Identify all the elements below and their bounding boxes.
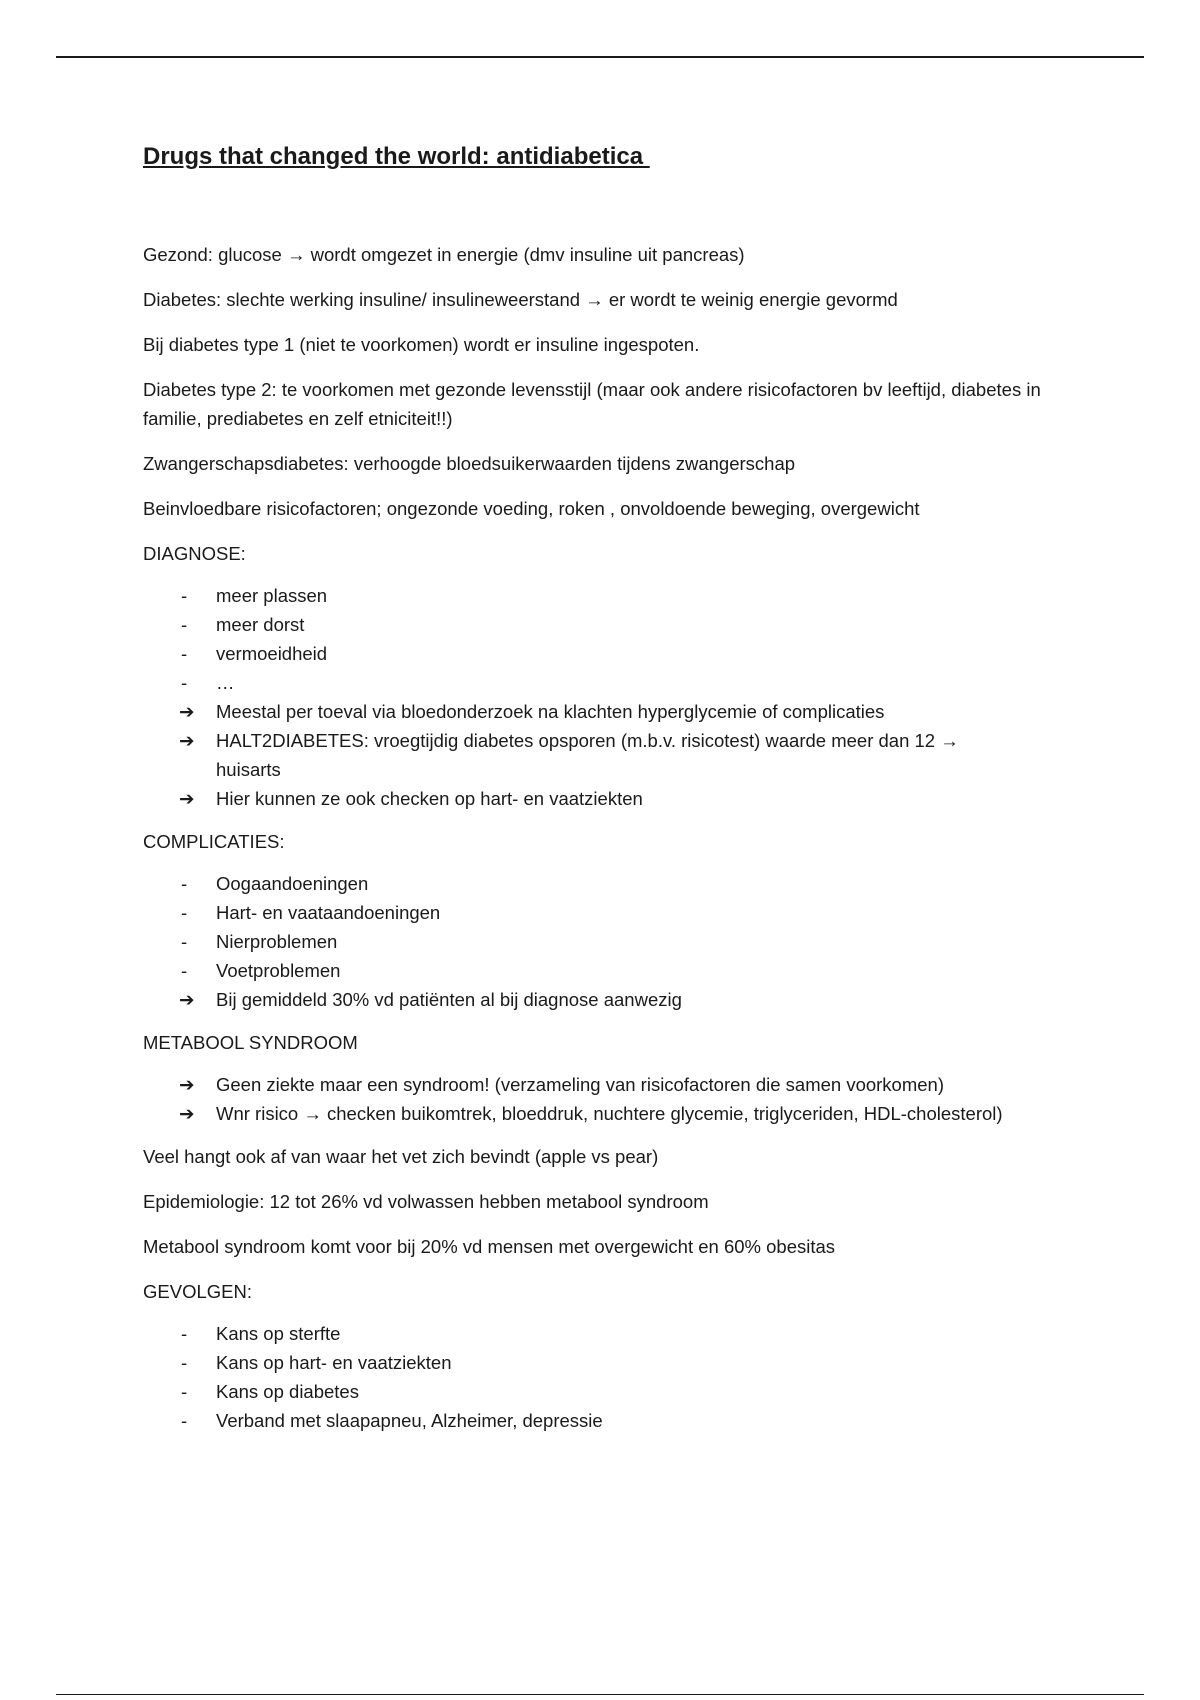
gevolgen-list — [143, 1319, 1083, 1435]
list-item: - … — [143, 668, 1083, 697]
dash-marker: - — [181, 931, 188, 952]
diagnose-list — [143, 581, 1083, 813]
dash-marker: - — [181, 873, 188, 894]
list-item: - Kans op diabetes — [143, 1377, 1083, 1406]
list-item: ➔ Hier kunnen ze ook checken op hart- en vaatziekten — [143, 784, 1083, 813]
dash-marker: - — [181, 902, 188, 923]
paragraph-gezond: Gezond: glucose → wordt omgezet in energie (dmv insuline uit pancreas) — [143, 244, 745, 265]
dash-marker: - — [181, 1352, 188, 1373]
list-item: - Verband met slaapapneu, Alzheimer, depressie — [143, 1406, 1083, 1435]
arrow-icon: ➔ — [179, 1103, 195, 1124]
list-item: ➔ Bij gemiddeld 30% vd patiënten al bij diagnose aanwezig — [143, 985, 1083, 1014]
document-title: Drugs that changed the world: antidiabetica — [143, 143, 650, 170]
document-body — [143, 140, 1083, 1449]
dash-marker: - — [181, 672, 188, 693]
list-item: - Voetproblemen — [143, 956, 1083, 985]
dash-marker: - — [181, 643, 188, 664]
header-rule — [56, 56, 1144, 58]
dash-marker: - — [181, 1381, 188, 1402]
list-item: - meer dorst — [143, 610, 1083, 639]
heading-gevolgen: GEVOLGEN: — [143, 1281, 252, 1302]
dash-marker: - — [181, 1323, 188, 1344]
paragraph-diabetes: Diabetes: slechte werking insuline/ insulineweerstand → er wordt te weinig energie gevormd — [143, 289, 898, 310]
list-item: - Hart- en vaataandoeningen — [143, 898, 1083, 927]
heading-metabool: METABOOL SYNDROOM — [143, 1032, 358, 1053]
arrow-icon: ➔ — [179, 788, 195, 809]
paragraph-type2: Diabetes type 2: te voorkomen met gezonde levensstijl (maar ook andere risicofactoren bv leeftijd, diabetes in familie, prediabetes en zelf etniciteit!!) — [143, 379, 1041, 429]
list-item: ➔ HALT2DIABETES: vroegtijdig diabetes opsporen (m.b.v. risicotest) waarde meer dan 12 → huisarts — [143, 726, 976, 784]
arrow-icon: ➔ — [179, 701, 195, 722]
complicaties-list — [143, 869, 1083, 1014]
dash-marker: - — [181, 960, 188, 981]
list-item: ➔ Wnr risico → checken buikomtrek, bloeddruk, nuchtere glycemie, triglyceriden, HDL-cholesterol) — [143, 1099, 1006, 1128]
footer-rule — [56, 1694, 1144, 1695]
paragraph-vet: Veel hangt ook af van waar het vet zich bevindt (apple vs pear) — [143, 1146, 659, 1167]
paragraph-risicofactoren: Beinvloedbare risicofactoren; ongezonde voeding, roken , onvoldoende beweging, overgewicht — [143, 498, 920, 519]
list-item: - Nierproblemen — [143, 927, 1083, 956]
list-item: - meer plassen — [143, 581, 1083, 610]
heading-complicaties: COMPLICATIES: — [143, 831, 285, 852]
metabool-list — [143, 1070, 1083, 1128]
dash-marker: - — [181, 585, 188, 606]
dash-marker: - — [181, 1410, 188, 1431]
list-item: - Oogaandoeningen — [143, 869, 1083, 898]
arrow-icon: ➔ — [179, 989, 195, 1010]
paragraph-zwangerschap: Zwangerschapsdiabetes: verhoogde bloedsuikerwaarden tijdens zwangerschap — [143, 453, 796, 474]
paragraph-overgewicht: Metabool syndroom komt voor bij 20% vd mensen met overgewicht en 60% obesitas — [143, 1236, 836, 1257]
arrow-icon: ➔ — [179, 1074, 195, 1095]
paragraph-epidemiologie: Epidemiologie: 12 tot 26% vd volwassen hebben metabool syndroom — [143, 1191, 709, 1212]
arrow-icon: ➔ — [179, 730, 195, 751]
list-item: - Kans op sterfte — [143, 1319, 1083, 1348]
list-item: - Kans op hart- en vaatziekten — [143, 1348, 1083, 1377]
dash-marker: - — [181, 614, 188, 635]
paragraph-type1: Bij diabetes type 1 (niet te voorkomen) wordt er insuline ingespoten. — [143, 334, 700, 355]
heading-diagnose: DIAGNOSE: — [143, 543, 246, 564]
list-item: ➔ Meestal per toeval via bloedonderzoek na klachten hyperglycemie of complicaties — [143, 697, 1083, 726]
list-item: - vermoeidheid — [143, 639, 1083, 668]
list-item: ➔ Geen ziekte maar een syndroom! (verzameling van risicofactoren die samen voorkomen) — [143, 1070, 1083, 1099]
